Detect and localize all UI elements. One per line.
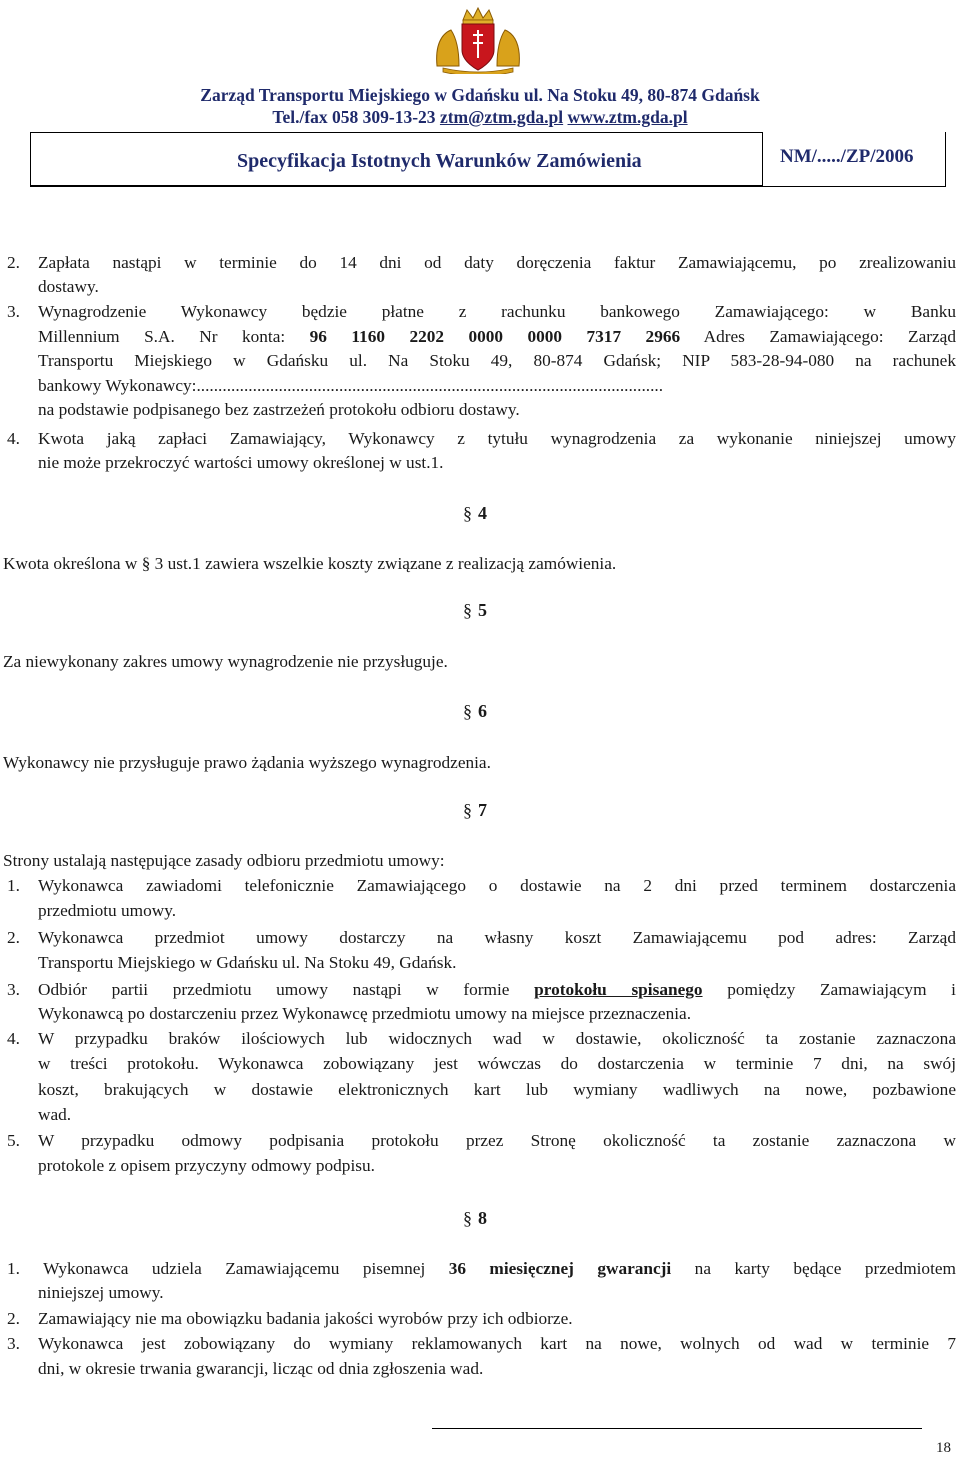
section-heading: § 7 [463, 800, 487, 820]
text-line: dni, w okresie trwania gwarancji, licząc od dnia zgłoszenia wad. [38, 1359, 484, 1378]
email-link[interactable]: ztm@ztm.gda.pl [439, 107, 564, 127]
website-link[interactable]: www.ztm.gda.pl [567, 107, 688, 127]
text-line: dostawy. [38, 277, 99, 296]
header-rule [30, 186, 946, 187]
text-line: Wykonawcą po dostarczeniu przez Wykonawcę przedmiotu umowy na miejsce przeznaczenia. [38, 1004, 692, 1023]
text-line: nie może przekroczyć wartości umowy określonej w ust.1. [38, 453, 444, 472]
text-line: koszt, brakujących w dostawie elektronicznych kart lub wymiany wadliwych na nowe, pozbawione [38, 1080, 956, 1099]
text-line: Strony ustalają następujące zasady odbioru przedmiotu umowy: [3, 851, 445, 870]
text-line: bankowy Wykonawcy:............................................................................................................ [38, 376, 664, 395]
section-heading: § 6 [463, 701, 487, 721]
section-heading: § 5 [463, 600, 487, 620]
text-line: Kwota określona w § 3 ust.1 zawiera wszelkie koszty związane z realizacją zamówienia. [3, 554, 617, 573]
page-number: 18 [936, 1440, 951, 1456]
text-line: Transportu Miejskiego w Gdańsku ul. Na Stoku 49, Gdańsk. [38, 953, 457, 972]
organization-address: Zarząd Transportu Miejskiego w Gdańsku ul. Na Stoku 49, 80-874 Gdańsk [200, 85, 760, 105]
header-divider [945, 132, 946, 186]
text-line: protokole z opisem przyczyny odmowy podpisu. [38, 1156, 375, 1175]
text-line: na podstawie podpisanego bez zastrzeżeń protokołu odbioru dostawy. [38, 400, 520, 419]
text-line: Wykonawcy nie przysługuje prawo żądania wyższego wynagrodzenia. [3, 753, 491, 772]
section-heading: § 4 [463, 503, 487, 523]
spec-number: NM/...../ZP/2006 [780, 146, 914, 167]
spec-title: Specyfikacja Istotnych Warunków Zamówienia [237, 150, 642, 172]
organization-contact [0, 106, 960, 128]
footer-rule [432, 1428, 922, 1429]
gdansk-coat-of-arms-icon [429, 6, 527, 74]
text-line: przedmiotu umowy. [38, 901, 177, 920]
text-line: Millennium S.A. Nr konta: 96 1160 2202 0000 0000 7317 2966 Adres Zamawiającego: Zarząd [38, 327, 956, 346]
list-item: 1. Wykonawca udziela Zamawiającemu pisemnej 36 miesięcznej gwarancji na karty będące przedmiotem [7, 1259, 956, 1278]
text-line: Transportu Miejskiego w Gdańsku ul. Na Stoku 49, 80-874 Gdańsk; NIP 583-28-94-080 na rachunek [38, 351, 956, 370]
phone-fax: Tel./fax 058 309-13-23 [272, 107, 436, 127]
text-line: Za niewykonany zakres umowy wynagrodzenie nie przysługuje. [3, 652, 448, 671]
text-line: wad. [38, 1105, 72, 1124]
section-heading: § 8 [463, 1208, 487, 1228]
text-line: w treści protokołu. Wykonawca zobowiązany jest wówczas do dostarczenia w terminie 7 dni, na swój [38, 1054, 956, 1073]
text-line: niniejszej umowy. [38, 1283, 164, 1302]
